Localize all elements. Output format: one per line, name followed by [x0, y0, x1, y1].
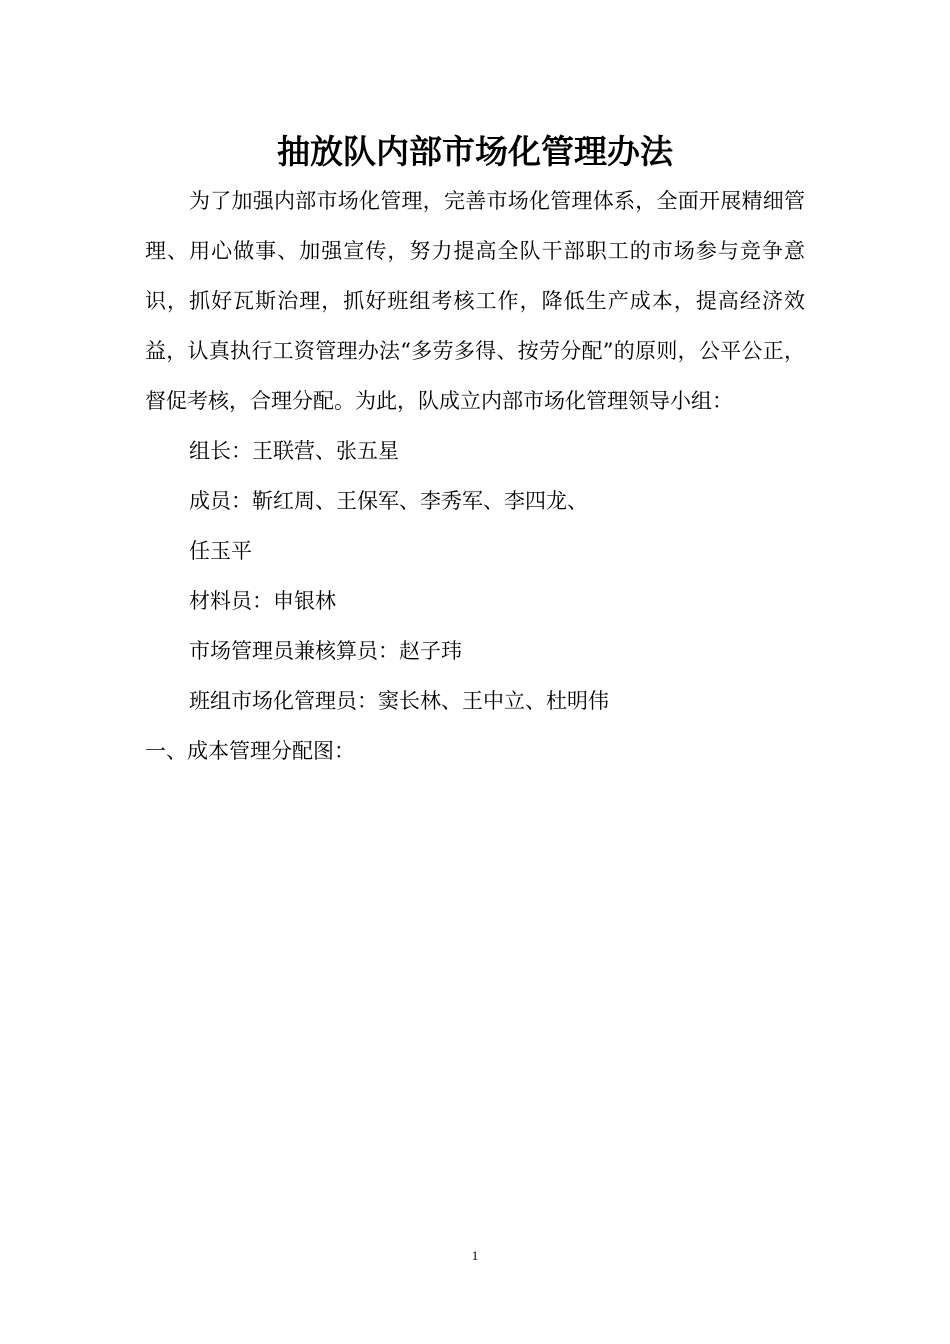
materials-clerk-line: 材料员：申银林 — [189, 589, 336, 613]
leader-line: 组长：王联营、张五星 — [189, 439, 399, 463]
market-manager-line: 市场管理员兼核算员：赵子玮 — [189, 639, 462, 663]
page-number: 1 — [471, 1248, 479, 1263]
document-body — [145, 176, 805, 776]
team-managers-line: 班组市场化管理员：窦长林、王中立、杜明伟 — [189, 689, 609, 713]
members-continuation-line: 任玉平 — [189, 539, 252, 563]
members-line: 成员：靳红周、王保军、李秀军、李四龙、 — [189, 489, 588, 513]
intro-paragraph: 为了加强内部市场化管理，完善市场化管理体系，全面开展精细管理、用心做事、加强宣传，努力提高全队干部职工的市场参与竞争意识，抓好瓦斯治理，抓好班组考核工作，降低生产成本，提高经济效益，认真执行工资管理办法“多劳多得、按劳分配”的原则，公平公正，督促考核，合理分配。为此，队成立内部市场化管理领导小组： — [145, 189, 805, 413]
section-heading: 一、成本管理分配图： — [145, 739, 355, 763]
document-title: 抽放队内部市场化管理办法 — [277, 132, 673, 171]
